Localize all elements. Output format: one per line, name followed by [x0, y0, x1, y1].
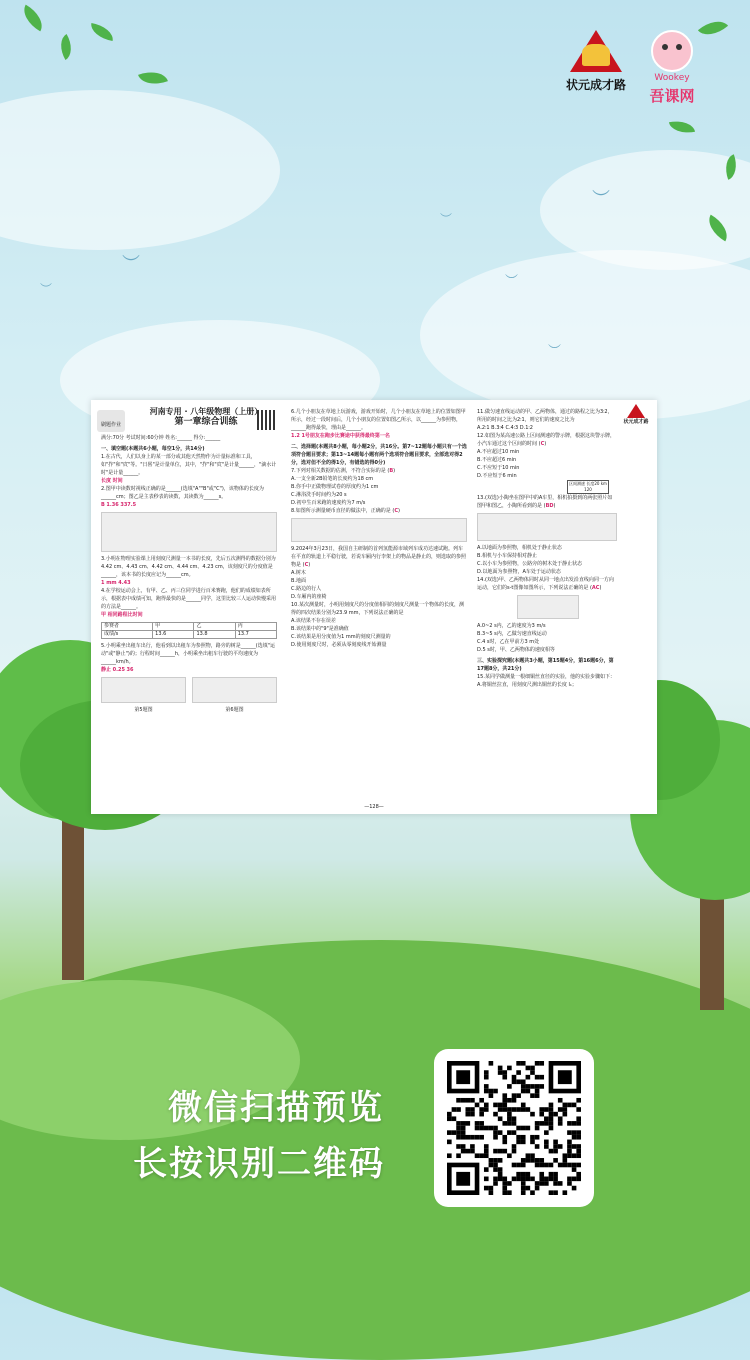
q9-option: A.树木 — [291, 570, 306, 576]
column-2 — [291, 408, 467, 649]
bird-icon: ︶ — [440, 212, 453, 226]
q7-option: A.一支全新2B铅笔的长度约为18 cm — [291, 476, 374, 482]
question-3: 3.小明在物理实验课上用刻度尺测量一本书的长度，先后五次测得的数据分别为4.42 cm、4.43 cm、4.42 cm、4.44 cm、4.23 cm，该刻度尺的分度值是______，该本书的长度应记为______cm。 — [101, 556, 276, 578]
q1-answers: 长度 时间 — [101, 478, 123, 484]
cloud — [420, 250, 750, 420]
bird-icon: ︶ — [122, 254, 140, 275]
table-cell: 成绩/s — [102, 631, 153, 639]
document-preview[interactable] — [91, 400, 657, 814]
question-11: 11.做匀速直线运动的甲、乙两物体，通过的路程之比为3∶2，所用的时间之比为2∶1，则它们的速度之比为 — [477, 409, 613, 423]
q12-option: C.不应短于10 min — [477, 465, 520, 471]
corner-logo-text: 状元成才路 — [623, 419, 649, 425]
q4-table — [101, 622, 277, 639]
table-cell: 13.8 — [194, 631, 235, 639]
leaf-icon — [669, 118, 695, 136]
leaf-icon — [138, 66, 168, 90]
fig-caption-5: 第5题图 — [134, 707, 153, 713]
leaf-icon — [54, 34, 77, 60]
table-header-cell: 丙 — [235, 623, 276, 631]
q10-option: D.使用刻度尺时，必须从零刻度线开始测量 — [291, 642, 387, 648]
q11-options: A.2∶1 B.3∶4 C.4∶3 D.1∶2 — [477, 425, 533, 431]
leaf-icon — [89, 23, 115, 41]
doc-header-subtitle: 第一章综合训练 — [174, 417, 238, 427]
question-2: 2.图甲中读数时视线正确的是______(选填"A""B"或"C")，该物体的长度为______cm；图乙是主表秒表的读数，其读数为______s。 — [101, 486, 264, 500]
section-2-heading: 二、选择题(本题共8小题，每小题2分，共16分。第7~12题每小题只有一个选项符合题目要求；第13~14题每小题有两个选项符合题目要求，全部选对得2分，选对但不全的得1分，有错选的得0分) — [291, 444, 467, 466]
q6-answers: 1.2 1号朋友在跑步比赛途中获得最终第一名 — [291, 433, 390, 439]
footer-line-1: 微信扫描预览 — [168, 1088, 384, 1128]
q7-option: C.淋浴洗手时间约为20 s — [291, 492, 347, 498]
q14-option: C.4 s时，乙在甲前方3 m处 — [477, 639, 540, 645]
q9-option: C.路边的行人 — [291, 586, 322, 592]
table-header-cell: 乙 — [194, 623, 235, 631]
q3-answers: 1 mm 4.43 — [101, 580, 131, 586]
q14-option: B.3~5 s内，乙做匀速直线运动 — [477, 631, 547, 637]
speed-sign: 区间测速 长度20 km 120 — [567, 480, 609, 494]
q9-option: D.车厢内的座椅 — [291, 594, 327, 600]
wookey-logo — [644, 30, 700, 106]
question-8: 8.如图所示测量硬币直径的做法中，正确的是 (C) — [291, 508, 400, 514]
logo-triangle-icon — [627, 404, 645, 418]
q13-option: A.以地面为参照物，相机处于静止状态 — [477, 545, 562, 551]
q12-option: A.不应超过10 min — [477, 449, 520, 455]
question-15: 15.某同学做测量一根细铜丝直径的实验，他的实验步骤如下： — [477, 674, 615, 680]
bird-icon: ︶ — [40, 282, 53, 296]
logo2-tag: Wookey — [654, 73, 690, 83]
q10-option: A.该结果不存在误差 — [291, 618, 336, 624]
figure-q8 — [291, 518, 467, 542]
q13-option: D.以地面为参照物，A车处于运动状态 — [477, 569, 561, 575]
q5-answers: 静止 0.25 36 — [101, 667, 134, 673]
question-6: 6.几个小朋友在草地上玩游戏，游戏开始时，几个小朋友在草地上的位置如图甲所示，经过一段时间后，几个小朋友的位置如图乙所示，以______为参照物，______跑得最快，理由是______。 — [291, 409, 466, 431]
cloud — [0, 90, 280, 250]
zhuangyuan-logo — [566, 30, 626, 93]
figure-q2 — [101, 512, 277, 552]
question-12: 12.如图为某高速公路上区间测速的警示牌，根据这块警示牌，小汽车通过这个区间的时间 (C) — [477, 433, 615, 447]
q2-answers: B 1.36 337.5 — [101, 502, 137, 508]
footer-line-2: 长按识别二维码 — [133, 1144, 385, 1184]
q12-option: D.不应短于6 min — [477, 473, 517, 479]
q10-option: B.该结果中的"9"是准确值 — [291, 626, 349, 632]
table-cell: 13.6 — [153, 631, 194, 639]
q14-option: A.0~2 s内，乙的速度为3 m/s — [477, 623, 546, 629]
doc-badge: 刷题作业 — [97, 410, 125, 432]
leaf-icon — [18, 5, 49, 32]
q7-option: B.你手中正做物理试卷的厚度约为1 cm — [291, 484, 379, 490]
wechat-qr-code[interactable] — [434, 1049, 594, 1207]
q14-option: D.5 s时，甲、乙两物体的速度相等 — [477, 647, 555, 653]
logo1-text: 状元成才路 — [566, 78, 627, 92]
bird-icon: ︶ — [592, 189, 610, 210]
figure-q6 — [192, 677, 277, 703]
q7-option: D.初中生百米跑的速度约为7 m/s — [291, 500, 366, 506]
q13-option: C.以小车为参照物，公路旁的树木处于静止状态 — [477, 561, 583, 567]
table-header-cell: 参赛者 — [102, 623, 153, 631]
question-1: 1.在古代，人们以身上的某一部分或其他天然物作为计量标准和工具，如"拃"和"庹"等。"日晷"是计量单位，其中，"拃"和"庹"是计量______，"滴水计时"是计量______。 — [101, 454, 277, 476]
doc-header-title: 河南专用 · 八年级物理（上册） — [149, 407, 263, 416]
question-10: 10.某次测量时，小明用刻度尺的分度值相同的刻度尺测量一个物体的长度，测得的四次结果分别为23.9 mm，下列说法正确的是 — [291, 602, 464, 616]
bird-icon: ︶ — [505, 274, 519, 289]
section-3-heading: 三、实验探究题(本题共3小题，第15题4分，第16题6分，第17题8分，共21分) — [477, 658, 614, 672]
question-4: 4.在学校运动会上，有甲、乙、丙三位同学进行百米赛跑，他们的成绩如表所示，根据表中成绩可知，跑得最快的是______同学，这里比较三人运动快慢采用的方法是______。 — [101, 588, 277, 610]
doc-meta: 满分:70分 考试时间:60分钟 姓名:______ 得分:______ — [101, 435, 221, 441]
question-13: 13.(双选)小陶坐在图甲中的A车里，相机拍摄到的两张照片如图甲和图乙，小陶所看到的是 (BD) — [477, 495, 613, 509]
qr-code-icon — [446, 1061, 582, 1195]
question-9: 9.2024年3月23日，我国自主研制的首列氢能源市域列车成功达速试跑。列车在平直的轨道上平稳行驶，若说车厢内行李架上的物品是静止的，则选取的参照物是 (C) — [291, 546, 467, 568]
pig-mascot-icon — [651, 30, 693, 72]
column-3 — [477, 408, 617, 689]
bird-icon: ︶ — [548, 344, 562, 359]
question-7: 7.下列对相关数据的估测，不符合实际的是 (B) — [291, 468, 396, 474]
section-1-heading: 一、填空题(本题共6小题，每空1分，共14分) — [101, 446, 205, 452]
q12-option: B.不应超过6 min — [477, 457, 517, 463]
table-header-cell: 甲 — [153, 623, 194, 631]
leaf-icon — [698, 14, 728, 43]
table-cell: 13.7 — [235, 631, 276, 639]
figure-q14 — [517, 595, 579, 619]
figure-q13 — [477, 513, 617, 541]
question-5: 5.小明乘坐出租车出行，他看到以出租车为参照物，路旁的树是______(选填"运动"或"静止")的；行程时间______h，小明乘坐出租车行驶的平均速度为______km/h。 — [101, 643, 276, 665]
logo2-text: 吾课网 — [649, 87, 695, 105]
q9-option: B.地面 — [291, 578, 307, 584]
column-1 — [101, 408, 277, 714]
question-14: 14.(双选)甲、乙两物体同时从同一地点出发沿直线向同一方向运动，它们的s-t图像如图所示，下列说法正确的是 (AC) — [477, 577, 614, 591]
fig-caption-6: 第6题图 — [225, 707, 244, 713]
figure-q5 — [101, 677, 186, 703]
q4-answers: 甲 相同路程比时间 — [101, 612, 143, 618]
q10-option: C.该结果是用分度值为1 mm的刻度尺测量的 — [291, 634, 391, 640]
logo-triangle-icon — [570, 30, 622, 72]
corner-logo — [621, 404, 651, 425]
brand-logos — [566, 30, 700, 106]
q13-option: B.相机与小车保持相对静止 — [477, 553, 538, 559]
page-number: —128— — [364, 804, 384, 810]
q15-step-a: A.将铜丝拉直，用刻度尺测出铜丝的长度 l₁； — [477, 682, 577, 688]
